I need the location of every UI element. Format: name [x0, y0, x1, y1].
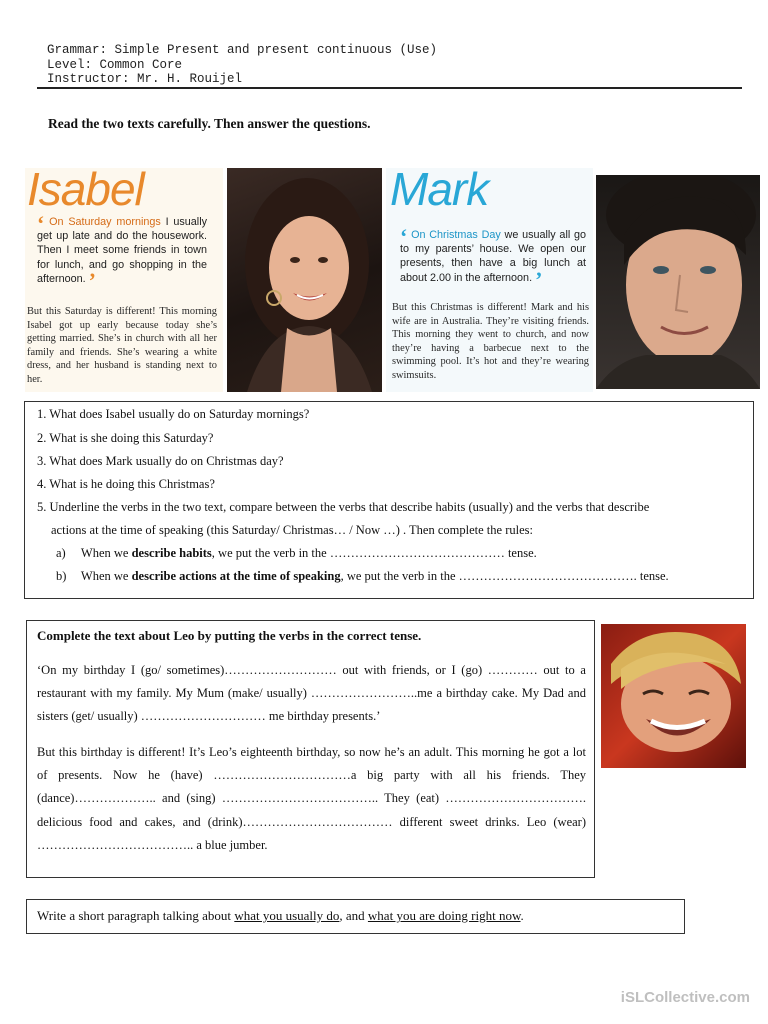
writing-task-text: [37, 908, 524, 924]
isabel-body: But this Saturday is different! This morning Isabel got up early because today she’s getting married. She’s in church with all her family and friends. She’s wearing a white dress, and her husband is standing next to her.: [27, 306, 217, 385]
mark-quote-close: ’: [535, 266, 543, 292]
rule-a: [56, 546, 537, 561]
reading-instruction: Read the two texts carefully. Then answer the questions.: [48, 116, 371, 131]
rule-a-pre: When we: [80, 546, 132, 560]
mark-quote-highlight: On Christmas Day: [411, 229, 501, 241]
mark-title: Mark: [390, 168, 489, 215]
rule-b-post: , we put the verb in the ……………………………………. tense.: [340, 569, 669, 583]
isabel-quote: [37, 211, 208, 293]
header-divider: [37, 87, 742, 89]
leo-paragraph-1: ‘On my birthday I (go/ sometimes)……………………… out with friends, or I (go) ………… out to a restaurant with my family. My Mum (make/ usually) ……………………..me a birthday cake. My Dad and sisters (get/ usually) ………………………… me birthday presents.’: [37, 663, 586, 724]
leo-exercise-title: Complete the text about Leo by putting the verbs in the correct tense.: [37, 628, 422, 643]
mark-body: But this Christmas is different! Mark and his wife are in Australia. They’re visiting friends. This morning they went to church, and now they’re having a barbecue next to the swimming pool. It’s hot and they’re wearing swimsuits.: [392, 302, 589, 381]
writing-task-pre: Write a short paragraph talking about: [37, 908, 235, 923]
mark-text-panel: [386, 168, 593, 392]
rule-b-letter: b): [56, 569, 67, 583]
mark-photo: [596, 175, 760, 389]
rule-a-bold: describe habits: [131, 546, 212, 560]
rule-b-pre: When we: [80, 569, 132, 583]
writing-task-underline-1: what you usually do: [234, 908, 340, 923]
question-3: 3. What does Mark usually do on Christmas day?: [37, 454, 284, 468]
question-5: 5. Underline the verbs in the two text, compare between the verbs that describe habits (usually) and the verbs that describe: [37, 500, 650, 514]
isabel-quote-open: ‘: [37, 211, 45, 236]
rule-b-bold: describe actions at the time of speaking: [131, 569, 341, 583]
question-1: 1. What does Isabel usually do on Saturday mornings?: [37, 407, 310, 421]
isabel-title: Isabel: [27, 168, 144, 215]
mark-quote-rest: we usually all go to my parents’ house. We open our presents, then have a big lunch at about 2.00 in the afternoon.: [400, 229, 586, 284]
header-instructor: Instructor: Mr. H. Rouijel: [47, 72, 243, 86]
isabel-quote-highlight: On Saturday mornings: [49, 216, 161, 228]
header-grammar: Grammar: Simple Present and present continuous (Use): [47, 43, 438, 57]
worksheet-header: [47, 43, 437, 87]
writing-task-mid: , and: [339, 908, 368, 923]
isabel-quote-rest: I usually get up late and do the housework. Then I meet some friends in town for lunch, and go shopping in the afternoon.: [37, 216, 208, 285]
site-watermark: iSLCollective.com: [620, 989, 750, 1006]
mark-quote-open: ‘: [400, 224, 408, 249]
rule-a-letter: a): [56, 546, 66, 560]
leo-paragraph-2: But this birthday is different! It’s Leo’s eighteenth birthday, so now he’s an adult. This morning he got a lot of presents. Now he (have) ……………………………a big party with all his friends. They (dance)……………….. and (sing) ……………………………….. They (eat) ……………………………. delicious food and cakes, and (drink)……………………………… different sweet drinks. Leo (wear) ……………………………….. a blue jumber.: [37, 745, 586, 852]
rule-b: [56, 569, 669, 584]
isabel-quote-close: ’: [88, 267, 96, 293]
isabel-photo: [227, 168, 382, 392]
question-5-continued: actions at the time of speaking (this Saturday/ Christmas… / Now …) . Then complete the rules:: [51, 523, 533, 537]
mark-quote: [400, 224, 586, 292]
leo-exercise-box: [26, 620, 595, 878]
writing-task-box: [26, 899, 685, 934]
writing-task-underline-2: what you are doing right now: [367, 908, 521, 923]
question-4: 4. What is he doing this Christmas?: [37, 477, 215, 491]
rule-a-post: , we put the verb in the …………………………………… tense.: [211, 546, 537, 560]
writing-task-post: .: [520, 908, 524, 923]
leo-photo: [601, 624, 746, 768]
question-2: 2. What is she doing this Saturday?: [37, 431, 214, 445]
isabel-text-panel: [25, 168, 223, 392]
header-level: Level: Common Core: [47, 57, 183, 72]
questions-box: [24, 401, 754, 599]
